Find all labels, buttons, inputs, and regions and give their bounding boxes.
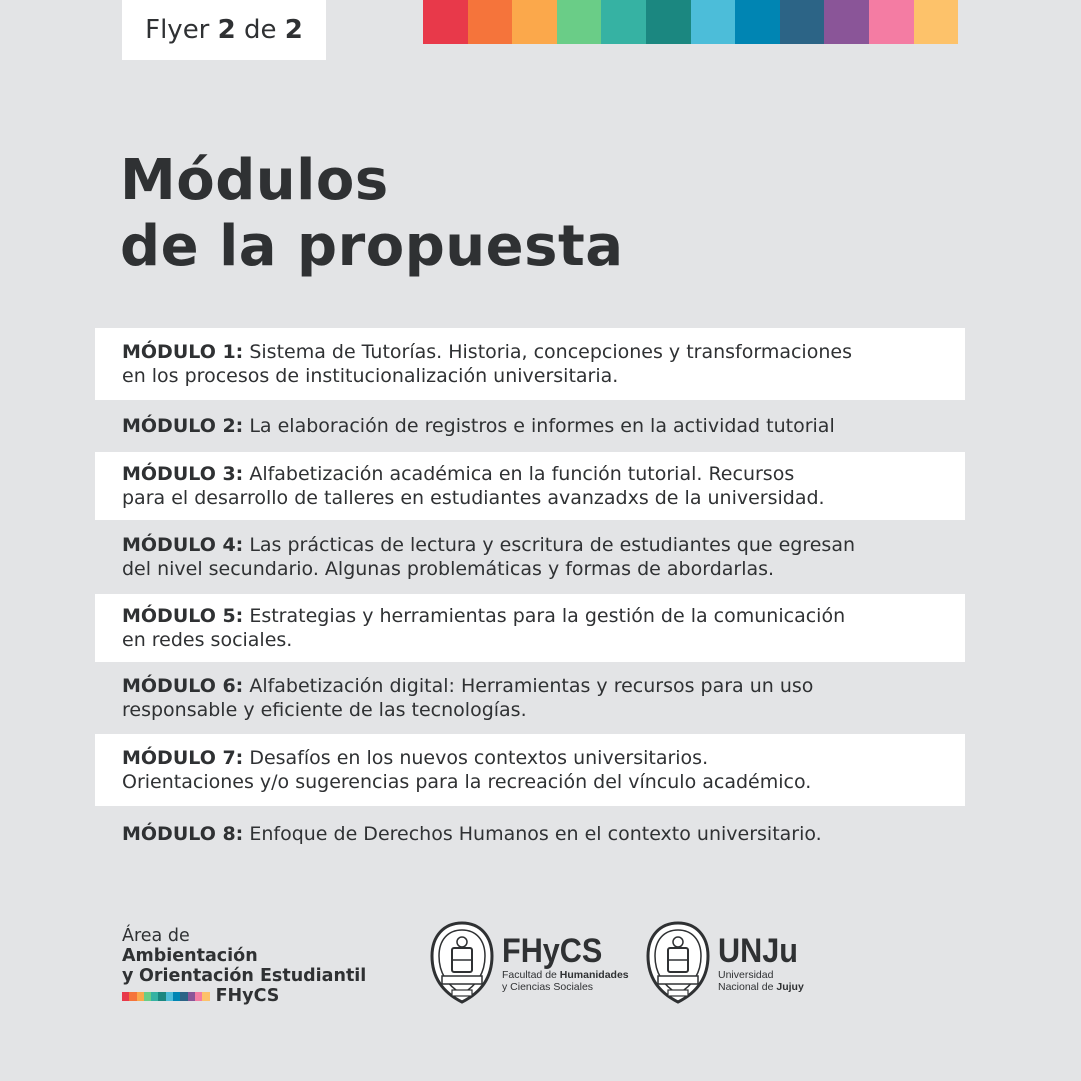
- mini-color-swatch: [129, 992, 136, 1001]
- modules-list: [95, 328, 965, 862]
- fhycs-logo-line1-bold: Humanidades: [559, 969, 629, 981]
- module-text-line-1: Desafíos en los nuevos contextos universitarios.: [249, 747, 709, 769]
- module-text-line-1: Sistema de Tutorías. Historia, concepciones y transformaciones: [249, 341, 852, 363]
- module-item: [95, 662, 965, 734]
- module-label: MÓDULO 6:: [122, 675, 244, 697]
- module-text-line-2: responsable y eficiente de las tecnologías.: [122, 699, 527, 721]
- module-label: MÓDULO 3:: [122, 463, 244, 485]
- mini-color-strip: [122, 992, 210, 1001]
- area-logo: [122, 926, 366, 1006]
- color-swatch: [646, 0, 691, 44]
- mini-color-swatch: [180, 992, 187, 1001]
- mini-color-swatch: [144, 992, 151, 1001]
- unju-logo-line2-regular: Nacional de: [718, 981, 774, 993]
- module-item: [95, 328, 965, 400]
- color-strip: [423, 0, 958, 44]
- area-line-1: Área de: [122, 926, 190, 946]
- module-item: [95, 520, 965, 594]
- mini-color-swatch: [173, 992, 180, 1001]
- module-text-line-1: Alfabetización académica en la función tutorial. Recursos: [249, 463, 795, 485]
- area-line-3: Orientación Estudiantil: [139, 966, 367, 986]
- mini-color-swatch: [166, 992, 173, 1001]
- module-label: MÓDULO 7:: [122, 747, 244, 769]
- mini-color-swatch: [122, 992, 129, 1001]
- area-line-2: Ambientación: [122, 946, 258, 966]
- module-label: MÓDULO 1:: [122, 341, 244, 363]
- module-item: [95, 594, 965, 662]
- area-faculty: FHyCS: [215, 986, 280, 1006]
- fhycs-logo: [428, 920, 629, 1006]
- color-swatch: [691, 0, 736, 44]
- module-text-line-2: del nivel secundario. Algunas problemáticas y formas de abordarlas.: [122, 558, 775, 580]
- flyer-word: Flyer: [145, 15, 210, 45]
- module-label: MÓDULO 4:: [122, 534, 244, 556]
- university-seal-icon: [428, 920, 496, 1006]
- color-swatch: [601, 0, 646, 44]
- module-text-line-1: Las prácticas de lectura y escritura de estudiantes que egresan: [249, 534, 856, 556]
- module-item: [95, 400, 965, 452]
- module-label: MÓDULO 5:: [122, 605, 244, 627]
- unju-logo-line2-bold: Jujuy: [776, 981, 804, 993]
- page-title: [120, 148, 624, 280]
- flyer-counter: [122, 0, 326, 60]
- flyer-total-number: 2: [284, 15, 303, 45]
- mini-color-swatch: [188, 992, 195, 1001]
- module-label: MÓDULO 8:: [122, 823, 244, 845]
- color-swatch: [512, 0, 557, 44]
- color-swatch: [557, 0, 602, 44]
- module-text-line-2: en redes sociales.: [122, 629, 293, 651]
- color-swatch: [423, 0, 468, 44]
- title-line-2: de la propuesta: [120, 214, 624, 279]
- mini-color-swatch: [137, 992, 144, 1001]
- color-swatch: [468, 0, 513, 44]
- module-item: [95, 734, 965, 806]
- color-swatch: [869, 0, 914, 44]
- university-seal-icon: [644, 920, 712, 1006]
- color-swatch: [780, 0, 825, 44]
- module-text-line-2: en los procesos de institucionalización universitaria.: [122, 365, 619, 387]
- mini-color-swatch: [151, 992, 158, 1001]
- flyer-of-word: de: [244, 15, 277, 45]
- module-item: [95, 452, 965, 520]
- area-line-3-prefix: y: [122, 966, 134, 986]
- fhycs-logo-name: FHyCS: [502, 932, 603, 970]
- module-text-line-1: Alfabetización digital: Herramientas y recursos para un uso: [249, 675, 814, 697]
- mini-color-swatch: [202, 992, 209, 1001]
- module-text-line-1: Estrategias y herramientas para la gestión de la comunicación: [249, 605, 846, 627]
- unju-logo: [644, 920, 807, 1006]
- mini-color-swatch: [158, 992, 165, 1001]
- module-item: [95, 806, 965, 862]
- flyer-current-number: 2: [217, 15, 236, 45]
- unju-logo-name: UNJu: [718, 932, 798, 970]
- module-label: MÓDULO 2:: [122, 415, 244, 437]
- fhycs-logo-line2: y Ciencias Sociales: [502, 981, 594, 993]
- module-text-line-2: para el desarrollo de talleres en estudiantes avanzadxs de la universidad.: [122, 487, 825, 509]
- module-text-line-1: La elaboración de registros e informes en la actividad tutorial: [249, 415, 835, 437]
- title-line-1: Módulos: [120, 148, 389, 213]
- unju-logo-line1: Universidad: [718, 969, 774, 981]
- module-text-line-1: Enfoque de Derechos Humanos en el contexto universitario.: [249, 823, 822, 845]
- color-swatch: [914, 0, 959, 44]
- color-swatch: [735, 0, 780, 44]
- mini-color-swatch: [195, 992, 202, 1001]
- color-swatch: [824, 0, 869, 44]
- module-text-line-2: Orientaciones y/o sugerencias para la recreación del vínculo académico.: [122, 771, 812, 793]
- fhycs-logo-line1-regular: Facultad de: [502, 969, 557, 981]
